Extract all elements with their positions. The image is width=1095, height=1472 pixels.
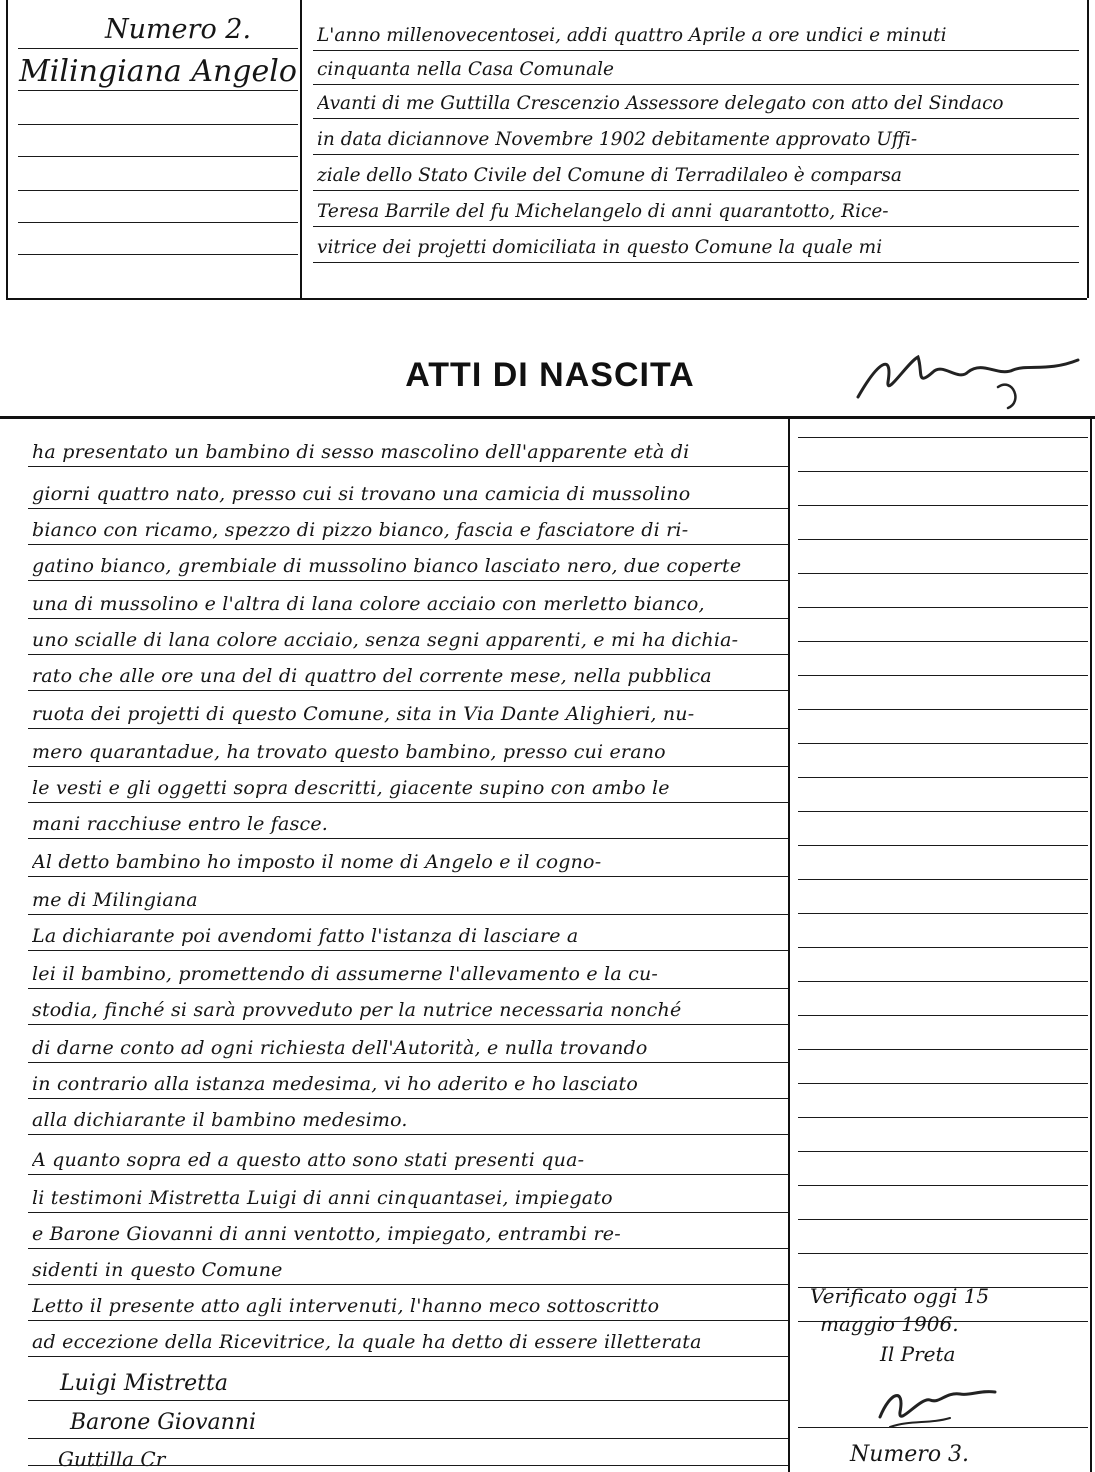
- ruled-line: [28, 802, 788, 803]
- ruled-line: [798, 1185, 1088, 1186]
- text-line: di darne conto ad ogni richiesta dell'Autorità, e nulla trovando: [32, 1037, 648, 1059]
- ruled-line: [18, 48, 298, 49]
- ruled-line: [798, 1015, 1088, 1016]
- next-record-number: Numero 3.: [850, 1442, 970, 1467]
- ruled-line: [798, 1117, 1088, 1118]
- ruled-line: [18, 254, 298, 255]
- text-line: una di mussolino e l'altra di lana colore acciaio con merletto bianco,: [32, 593, 705, 615]
- text-line: A quanto sopra ed a questo atto sono stati presenti qua-: [32, 1149, 585, 1171]
- ruled-line: [28, 1062, 788, 1063]
- ruled-line: [798, 709, 1088, 710]
- ruled-line: [798, 1049, 1088, 1050]
- text-line: uno scialle di lana colore acciaio, senza segni apparenti, e mi ha dichia-: [32, 629, 739, 651]
- ruled-line: [28, 1465, 788, 1466]
- text-line: Avanti di me Guttilla Crescenzio Assessore delegato con atto del Sindaco: [317, 93, 1004, 114]
- ruled-line: [28, 1320, 788, 1321]
- ruled-line: [313, 226, 1079, 227]
- ruled-line: [18, 222, 298, 223]
- text-line: sidenti in questo Comune: [32, 1259, 283, 1281]
- verification-note-date: maggio 1906.: [820, 1312, 959, 1336]
- ruled-line: [28, 1356, 788, 1357]
- signature-flourish-icon: [848, 342, 1088, 412]
- ruled-line: [28, 1024, 788, 1025]
- top-right-border: [1087, 0, 1089, 298]
- ruled-line: [798, 641, 1088, 642]
- main-top-border: [0, 416, 1095, 419]
- text-line: Al detto bambino ho imposto il nome di Angelo e il cogno-: [32, 851, 602, 873]
- ruled-line: [28, 728, 788, 729]
- ruled-line: [313, 84, 1079, 85]
- ruled-line: [313, 118, 1079, 119]
- ruled-line: [28, 1284, 788, 1285]
- record-name: Milingiana Angelo: [19, 54, 297, 89]
- ruled-line: [313, 262, 1079, 263]
- ruled-line: [28, 1212, 788, 1213]
- ruled-line: [798, 811, 1088, 812]
- ruled-line: [28, 988, 788, 989]
- ruled-line: [18, 156, 298, 157]
- top-record: [0, 0, 1095, 300]
- ruled-line: [28, 1400, 788, 1401]
- text-line: Letto il presente atto agli intervenuti, l'hanno meco sottoscritto: [32, 1295, 660, 1317]
- ruled-line: [28, 838, 788, 839]
- text-line: L'anno millenovecentosei, addi quattro Aprile a ore undici e minuti: [317, 25, 947, 46]
- ruled-line: [798, 539, 1088, 540]
- ruled-line: [798, 947, 1088, 948]
- text-line: mero quarantadue, ha trovato questo bambino, presso cui erano: [32, 741, 666, 763]
- text-line: giorni quattro nato, presso cui si trovano una camicia di mussolino: [32, 483, 691, 505]
- ruled-line: [798, 675, 1088, 676]
- text-line: lei il bambino, promettendo di assumerne l'allevamento e la cu-: [32, 963, 658, 985]
- text-line: rato che alle ore una del di quattro del corrente mese, nella pubblica: [32, 665, 712, 687]
- top-bottom-border: [6, 298, 1087, 300]
- signature-barone: Barone Giovanni: [70, 1410, 257, 1435]
- ruled-line: [28, 654, 788, 655]
- ruled-line: [798, 981, 1088, 982]
- text-line: ruota dei projetti di questo Comune, sita in Via Dante Alighieri, nu-: [32, 703, 695, 725]
- ruled-line: [28, 1134, 788, 1135]
- text-line: stodia, finché si sarà provveduto per la nutrice necessaria nonché: [32, 999, 682, 1021]
- ruled-line: [798, 913, 1088, 914]
- ruled-line: [28, 1098, 788, 1099]
- record-text-column: [305, 0, 1087, 298]
- ruled-line: [798, 1083, 1088, 1084]
- text-line: ha presentato un bambino di sesso mascolino dell'apparente età di: [32, 441, 690, 463]
- ruled-line: [798, 879, 1088, 880]
- ruled-line: [18, 190, 298, 191]
- text-line: Teresa Barrile del fu Michelangelo di anni quarantotto, Rice-: [317, 201, 889, 222]
- signature-mistretta: Luigi Mistretta: [60, 1371, 228, 1396]
- ruled-line: [798, 743, 1088, 744]
- text-line: bianco con ricamo, spezzo di pizzo bianco, fascia e fasciatore di ri-: [32, 519, 689, 541]
- ruled-line: [313, 190, 1079, 191]
- ruled-line: [798, 1219, 1088, 1220]
- ruled-line: [28, 1438, 788, 1439]
- top-column-divider: [300, 0, 302, 298]
- ruled-line: [798, 437, 1088, 438]
- ruled-line: [18, 124, 298, 125]
- ruled-line: [28, 1174, 788, 1175]
- verification-note-line: Verificato oggi 15: [810, 1284, 990, 1308]
- ruled-line: [313, 154, 1079, 155]
- verifier-signature-icon: [870, 1372, 1020, 1432]
- text-line: vitrice dei projetti domiciliata in questo Comune la quale mi: [317, 237, 883, 258]
- text-line: alla dichiarante il bambino medesimo.: [32, 1109, 408, 1131]
- ruled-line: [28, 544, 788, 545]
- ruled-line: [18, 90, 298, 91]
- ruled-line: [28, 876, 788, 877]
- text-line: le vesti e gli oggetti sopra descritti, giacente supino con ambo le: [32, 777, 670, 799]
- text-line: ziale dello Stato Civile del Comune di Terradilaleo è comparsa: [317, 165, 902, 186]
- ruled-line: [28, 466, 788, 467]
- record-number: Numero 2.: [104, 14, 252, 45]
- ruled-line: [798, 845, 1088, 846]
- verification-note-signer: Il Preta: [880, 1342, 956, 1366]
- page-title: ATTI DI NASCITA: [405, 356, 695, 394]
- text-line: La dichiarante poi avendomi fatto l'istanza di lasciare a: [32, 925, 579, 947]
- ruled-line: [798, 777, 1088, 778]
- ruled-line: [798, 471, 1088, 472]
- ruled-line: [313, 50, 1079, 51]
- ruled-line: [798, 1151, 1088, 1152]
- record-header-column: [8, 0, 298, 298]
- ruled-line: [28, 690, 788, 691]
- ruled-line: [28, 580, 788, 581]
- text-line: cinquanta nella Casa Comunale: [317, 59, 614, 80]
- text-line: e Barone Giovanni di anni ventotto, impiegato, entrambi re-: [32, 1223, 621, 1245]
- birth-record-body: [8, 425, 798, 1472]
- ruled-line: [28, 950, 788, 951]
- ruled-line: [28, 508, 788, 509]
- text-line: ad eccezione della Ricevitrice, la quale ha detto di essere illetterata: [32, 1331, 702, 1353]
- text-line: in contrario alla istanza medesima, vi ho aderito e ho lasciato: [32, 1073, 638, 1095]
- ruled-line: [798, 607, 1088, 608]
- text-line: me di Milingiana: [32, 889, 198, 911]
- ruled-line: [798, 505, 1088, 506]
- signature-guttilla: Guttilla Cr: [58, 1447, 166, 1471]
- ruled-line: [28, 914, 788, 915]
- ruled-line: [28, 766, 788, 767]
- ruled-line: [28, 1248, 788, 1249]
- text-line: gatino bianco, grembiale di mussolino bianco lasciato nero, due coperte: [32, 555, 742, 577]
- text-line: li testimoni Mistretta Luigi di anni cinquantasei, impiegato: [32, 1187, 613, 1209]
- ruled-line: [28, 618, 788, 619]
- ruled-line: [798, 1253, 1088, 1254]
- text-line: mani racchiuse entro le fasce.: [32, 813, 329, 835]
- ruled-line: [798, 573, 1088, 574]
- text-line: in data diciannove Novembre 1902 debitamente approvato Uffi-: [317, 129, 918, 150]
